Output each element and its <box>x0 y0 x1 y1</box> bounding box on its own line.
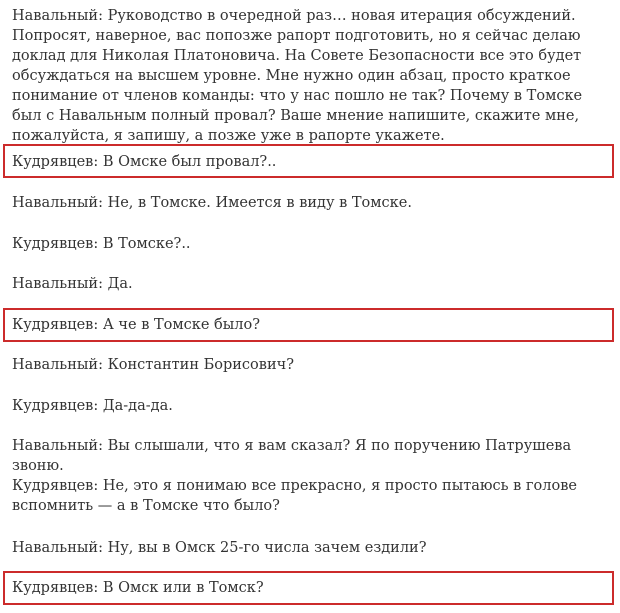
transcript-line-kudryavtsev-6: Кудрявцев: В Омск или в Томск? <box>12 580 264 596</box>
transcript-line-navalny-5: Навальный: Вы слышали, что я вам сказал? Я по поручению Патрушева звоню. <box>12 438 572 474</box>
transcript-line-kudryavtsev-1: Кудрявцев: В Омске был провал?.. <box>12 154 277 170</box>
transcript-line-navalny-4: Навальный: Константин Борисович? <box>12 357 294 373</box>
transcript-line-kudryavtsev-2: Кудрявцев: В Томске?.. <box>12 236 191 252</box>
transcript-line-navalny-3: Навальный: Да. <box>12 276 133 292</box>
transcript-line-kudryavtsev-5: Кудрявцев: Не, это я понимаю все прекрасно, я просто пытаюсь в голове вспомнить — а в Томске что было? <box>12 478 577 514</box>
transcript-line-kudryavtsev-4: Кудрявцев: Да-да-да. <box>12 398 173 414</box>
transcript-line-navalny-2: Навальный: Не, в Томске. Имеется в виду в Томске. <box>12 195 412 211</box>
transcript-line-kudryavtsev-3: Кудрявцев: А че в Томске было? <box>12 317 261 333</box>
transcript-line-navalny-intro: Навальный: Руководство в очередной раз… новая итерация обсуждений. Попросят, наверное, вас попозже рапорт подготовить, но я сейчас делаю доклад для Николая Платоновича. На Совете Безопасности все это будет обсуждаться на высшем уровне. Мне нужно один абзац, просто краткое понимание от членов команды: что у нас пошло не так? Почему в Томске был с Навальным полный провал? Ваше мнение напишите, скажите мне, пожалуйста, я запишу, а позже уже в рапорте укажете. <box>12 8 583 144</box>
transcript-line-navalny-6: Навальный: Ну, вы в Омск 25-го числа зачем ездили? <box>12 540 427 556</box>
